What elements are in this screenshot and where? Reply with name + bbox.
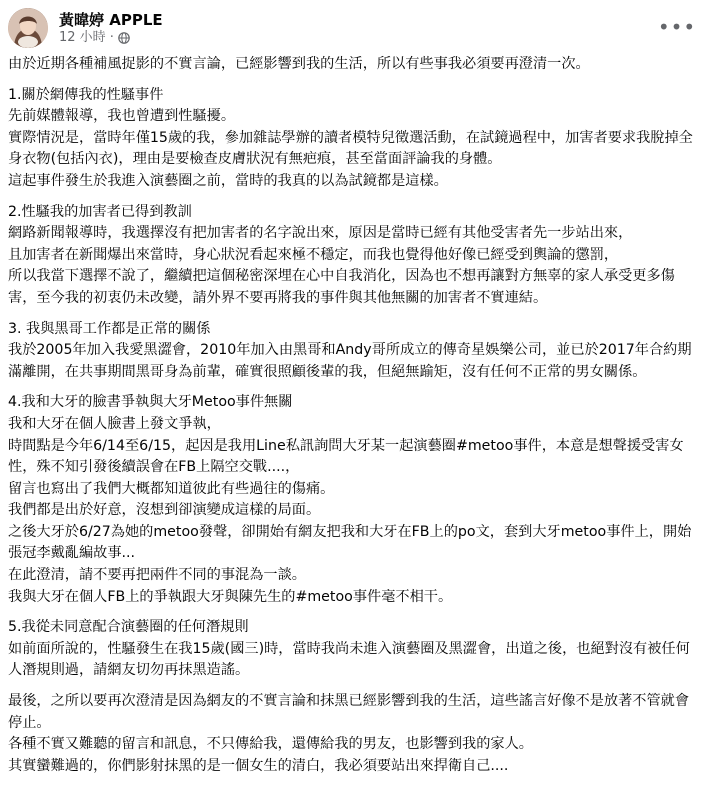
post-text-line: 我與大牙在個人FB上的爭執跟大牙與陳先生的#metoo事件毫不相干。 <box>8 588 453 605</box>
post-text-line: 先前媒體報導，我也曾遭到性騷擾。 <box>8 108 236 125</box>
post-paragraph <box>8 54 696 76</box>
post-paragraph <box>8 392 696 608</box>
post-text-line: 如前面所說的，性騷發生在我15歲(國三)時，當時我尚未進入演藝圈及黑澀會，出道之後，也絕對沒有被任何人潛規則過，請網友切勿再抹黑造謠。 <box>8 640 690 679</box>
post-text-line: 各種不實又難聽的留言和訊息，不只傳給我，還傳給我的男友，也影響到我的家人。 <box>8 736 533 753</box>
post-paragraph <box>8 691 696 777</box>
post-header <box>8 0 696 54</box>
post-text-line: 我於2005年加入我愛黑澀會，2010年加入由黑哥和Andy哥所成立的傳奇星娛樂公司，並已於2017年合約期滿離開，在共事期間黑哥身為前輩，確實很照顧後輩的我，但絕無踰矩，沒有任何不正常的男女關係。 <box>8 342 692 380</box>
avatar[interactable] <box>8 8 48 48</box>
post-text-line: 4.我和大牙的臉書爭執與大牙Metoo事件無關 <box>8 394 293 411</box>
post-text-line: 所以我當下選擇不說了，繼續把這個秘密深埋在心中自我消化，因為也不想再讓對方無辜的家人承受更多傷害，至今我的初衷仍未改變，請外界不要再將我的事件與其他無關的加害者不實連結。 <box>8 268 675 306</box>
more-options-icon[interactable]: ••• <box>657 15 697 39</box>
post-text-line: 這起事件發生於我進入演藝圈之前，當時的我真的以為試鏡都是這樣。 <box>8 172 448 189</box>
post-text-line: 其實蠻難過的，你們影射抹黑的是一個女生的清白，我必須要站出來捍衛自己.... <box>8 757 509 774</box>
post-paragraph <box>8 85 696 193</box>
post-body <box>8 54 696 777</box>
post-text-line: 1.關於網傳我的性騷事件 <box>8 86 164 103</box>
post-meta <box>59 10 163 46</box>
post-text-line: 我和大牙在個人臉書上發文爭執， <box>8 415 221 432</box>
post-subline <box>59 30 163 46</box>
author-name[interactable]: 黃暐婷 APPLE <box>59 11 163 29</box>
post-paragraph <box>8 319 696 384</box>
separator-dot: · <box>109 30 114 45</box>
post-text-line: 之後大牙於6/27為她的metoo發聲，卻開始有網友把我和大牙在FB上的po文，套到大牙metoo事件上，開始張冠李戴亂編故事... <box>8 523 692 562</box>
post-text-line: 網路新聞報導時，我選擇沒有把加害者的名字說出來，原因是當時已經有其他受害者先一步站出來， <box>8 225 633 242</box>
post-paragraph <box>8 617 696 682</box>
post-text-line: 時間點是今年6/14至6/15，起因是我用Line私訊詢問大牙某一起演藝圈#metoo事件，本意是想聲援受害女性，殊不知引發後續誤會在FB上隔空交戰....， <box>8 437 684 476</box>
post-paragraph <box>8 202 696 310</box>
post-text-line: 2.性騷我的加害者已得到教訓 <box>8 203 192 220</box>
post-text-line: 我們都是出於好意，沒想到卻演變成這樣的局面。 <box>8 502 321 519</box>
post-text-line: 5.我從未同意配合演藝圈的任何潛規則 <box>8 619 249 636</box>
post-timestamp[interactable]: 12 小時 <box>59 30 106 45</box>
post-text-line: 留言也寫出了我們大概都知道彼此有些過往的傷痛。 <box>8 480 335 497</box>
post-text-line: 最後，之所以要再次澄清是因為網友的不實言論和抹黑已經影響到我的生活，這些謠言好像不是放著不管就會停止。 <box>8 693 690 731</box>
post-text-line: 且加害者在新聞爆出來當時，身心狀況看起來極不穩定，而我也覺得他好像已經受到輿論的懲罰， <box>8 246 619 263</box>
post-text-line: 3. 我與黑哥工作都是正常的關係 <box>8 320 211 337</box>
post-text-line: 在此澄清，請不要再把兩件不同的事混為一談。 <box>8 567 306 584</box>
post-text-line: 實際情況是，當時年僅15歲的我，參加雜誌學辦的讀者模特兒徵選活動，在試鏡過程中，加害者要求我脫掉全身衣物(包括內衣)，理由是要檢查皮膚狀況有無疤痕，甚至當面評論我的身體。 <box>8 129 693 168</box>
post-text-line: 由於近期各種補風捉影的不實言論，已經影響到我的生活，所以有些事我必須要再澄清一次。 <box>8 56 590 72</box>
globe-icon[interactable] <box>118 32 130 44</box>
